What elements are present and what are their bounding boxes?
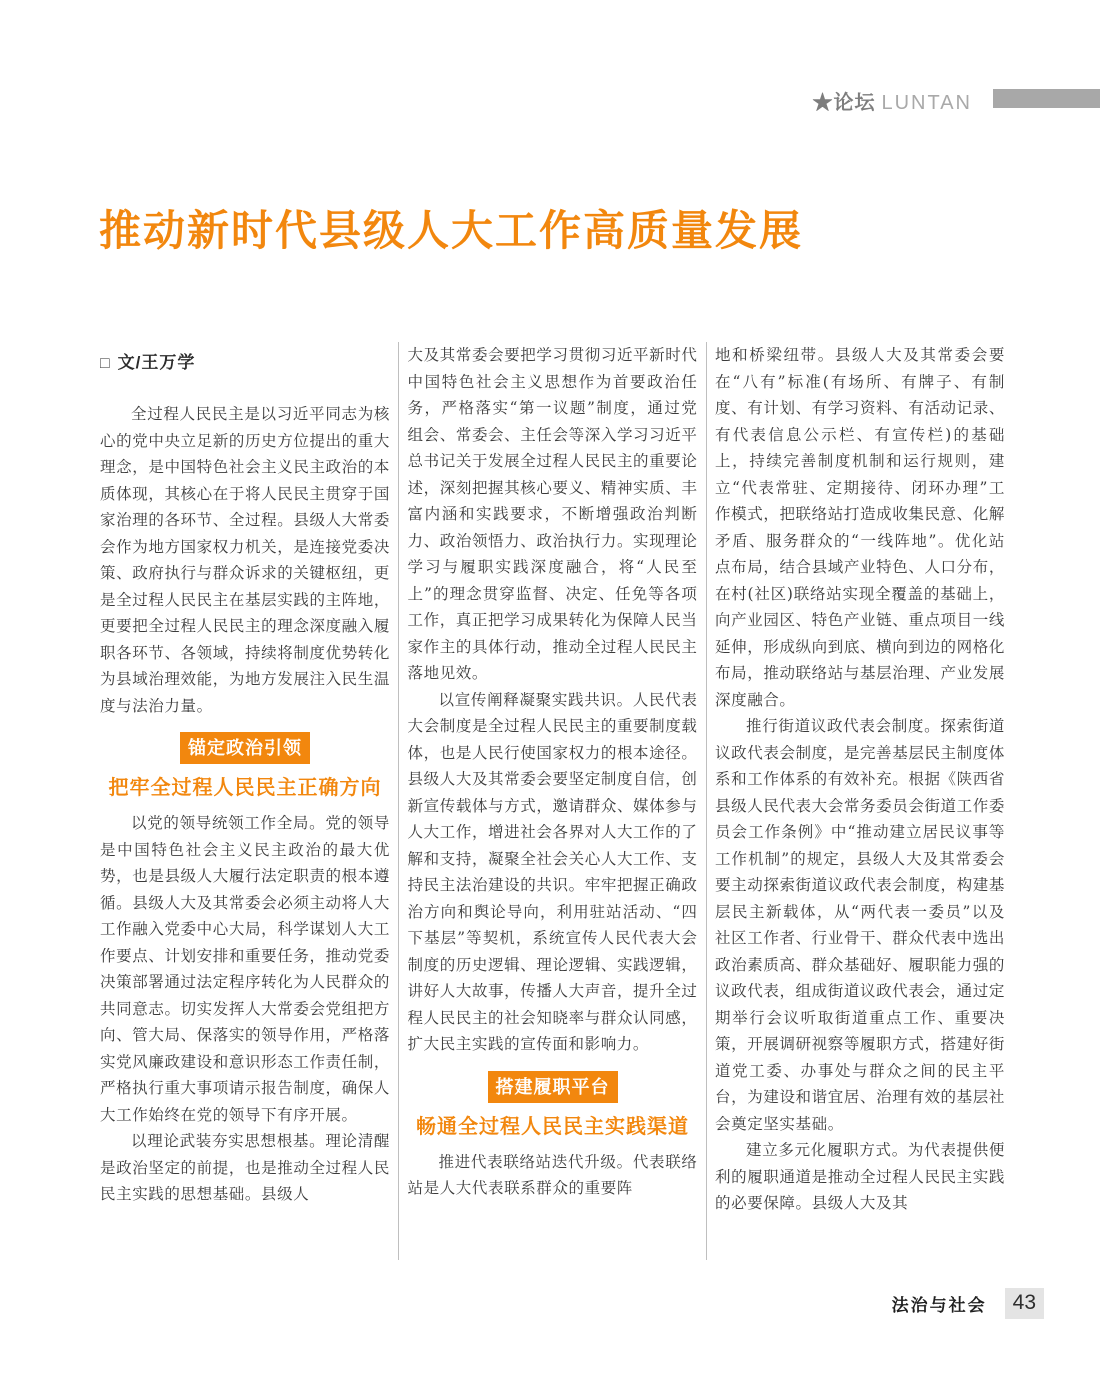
section-label-cn: ★论坛	[812, 92, 876, 114]
article-columns	[100, 342, 1005, 1260]
author-byline	[100, 348, 390, 373]
section-heading-highlight: 锚定政治引领	[180, 732, 310, 764]
section-heading-highlight-row	[100, 732, 390, 764]
body-paragraph: 以党的领导统领工作全局。党的领导是中国特色社会主义民主政治的最大优势，也是县级人大履行法定职责的根本遵循。县级人大及其常委会必须主动将人大工作融入党委中心大局，科学谋划人大工作要点、计划安排和重要任务，推动党委决策部署通过法定程序转化为人民群众的共同意志。切实发挥人大常委会党组把方向、管大局、保落实的领导作用，严格落实党风廉政建设和意识形态工作责任制，严格执行重大事项请示报告制度，确保人大工作始终在党的领导下有序开展。	[100, 814, 390, 1124]
body-paragraph: 推进代表联络站迭代升级。代表联络站是人大代表联系群众的重要阵	[407, 1152, 698, 1197]
body-paragraph: 以宣传阐释凝聚实践共识。人民代表大会制度是全过程人民民主的重要制度载体，也是人民行使国家权力的根本途径。县级人大及其常委会要坚定制度自信，创新宣传载体与方式，邀请群众、媒体参与人大工作，增进社会各界对人大工作的了解和支持，凝聚全社会关心人大工作、支持民主法治建设的共识。牢牢把握正确政治方向和舆论导向，利用驻站活动、“四下基层”等契机，系统宣传人民代表大会制度的历史逻辑、理论逻辑、实践逻辑，讲好人大故事，传播人大声音，提升全过程人民民主的社会知晓率与群众认同感，扩大民主实践的宣传面和影响力。	[407, 690, 698, 1053]
author-byline-text: 文/王万学	[117, 353, 196, 372]
column-divider	[398, 342, 399, 1260]
body-paragraph: 全过程人民民主是以习近平同志为核心的党中央立足新的历史方位提出的重大理念，是中国特色社会主义民主政治的本质体现，其核心在于将人民民主贯穿于国家治理的各环节、全过程。县级人大常委会作为地方国家权力机关，是连接党委决策、政府执行与群众诉求的关键枢纽，更是全过程人民民主在基层实践的主阵地，更要把全过程人民民主的理念深度融入履职各环节、各领域，持续将制度优势转化为县域治理效能，为地方发展注入民生温度与法治力量。	[100, 405, 390, 715]
section-heading	[408, 1071, 698, 1139]
journal-name: 法治与社会	[891, 1296, 987, 1315]
body-paragraph: 推行街道议政代表会制度。探索街道议政代表会制度，是完善基层民主制度体系和工作体系的有效补充。根据《陕西省县级人民代表大会常务委员会街道工作委员会工作条例》中“推动建立居民议事等工作机制”的规定，县级人大及其常委会要主动探索街道议政代表会制度，构建基层民主新载体，从“两代表一委员”以及社区工作者、行业骨干、群众代表中选出政治素质高、群众基础好、履职能力强的议政代表，组成街道议政代表会，通过定期举行会议听取街道重点工作、重要决策，开展调研视察等履职方式，搭建好街道党工委、办事处与群众之间的民主平台，为建设和谐宜居、治理有效的基层社会奠定坚实基础。	[715, 717, 1005, 1133]
text-column-3	[715, 342, 1005, 1260]
section-label	[812, 86, 972, 115]
header-bar	[993, 89, 1100, 108]
section-heading-subtitle: 把牢全过程人民民主正确方向	[108, 777, 382, 799]
page-footer	[892, 1288, 1044, 1319]
text-column-2	[408, 342, 698, 1260]
section-heading-highlight-row	[408, 1071, 698, 1103]
section-heading-highlight: 搭建履职平台	[488, 1071, 618, 1103]
article-title: 推动新时代县级人大工作高质量发展	[99, 207, 804, 254]
body-paragraph: 大及其常委会要把学习贯彻习近平新时代中国特色社会主义思想作为首要政治任务，严格落实“第一议题”制度，通过党组会、常委会、主任会等深入学习习近平总书记关于发展全过程人民民主的重要论述，深刻把握其核心要义、精神实质、丰富内涵和实践要求，不断增强政治判断力、政治领悟力、政治执行力。实现理论学习与履职实践深度融合，将“人民至上”的理念贯穿监督、决定、任免等各项工作，真正把学习成果转化为保障人民当家作主的具体行动，推动全过程人民民主落地见效。	[407, 346, 698, 682]
section-label-en: LUNTAN	[881, 92, 972, 114]
page-header	[0, 86, 1100, 114]
body-paragraph: 以理论武装夯实思想根基。理论清醒是政治坚定的前提，也是推动全过程人民民主实践的思想基础。县级人	[100, 1132, 390, 1203]
body-paragraph: 建立多元化履职方式。为代表提供便利的履职通道是推动全过程人民民主实践的必要保障。县级人大及其	[715, 1141, 1005, 1212]
column-divider	[706, 342, 707, 1260]
author-marker-icon: □	[100, 355, 111, 372]
section-heading-subtitle: 畅通全过程人民民主实践渠道	[416, 1115, 689, 1138]
body-paragraph: 地和桥梁纽带。县级人大及其常委会要在“八有”标准(有场所、有牌子、有制度、有计划、有学习资料、有活动记录、有代表信息公示栏、有宣传栏)的基础上，持续完善制度机制和运行规则，建立“代表常驻、定期接待、闭环办理”工作模式，把联络站打造成收集民意、化解矛盾、服务群众的“一线阵地”。优化站点布局，结合县域产业特色、人口分布，在村(社区)联络站实现全覆盖的基础上，向产业园区、特色产业链、重点项目一线延伸，形成纵向到底、横向到边的网格化布局，推动联络站与基层治理、产业发展深度融合。	[715, 346, 1005, 709]
text-column-1	[100, 342, 390, 1260]
page-number: 43	[1005, 1288, 1044, 1319]
section-heading	[100, 732, 390, 800]
